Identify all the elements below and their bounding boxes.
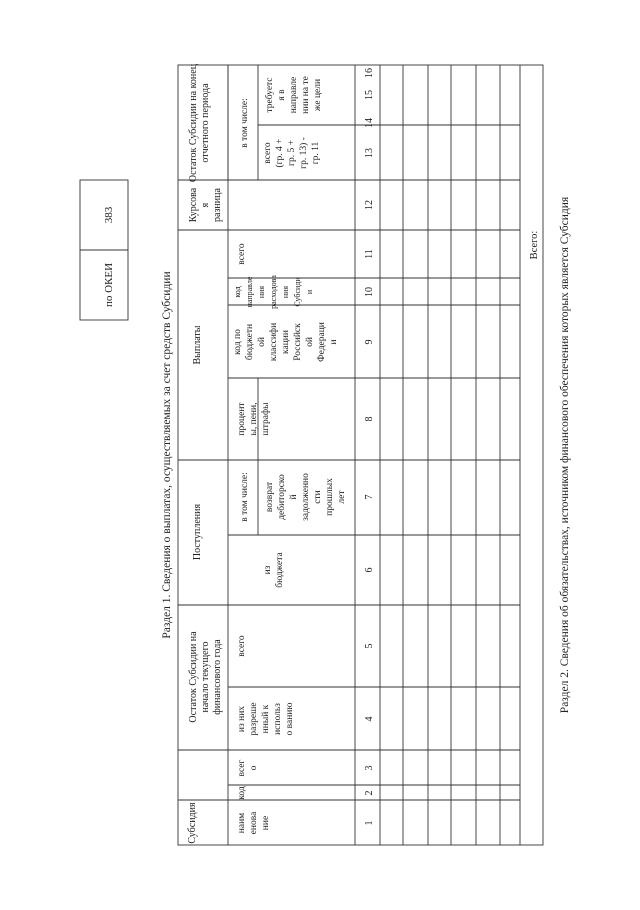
- column-number-10: 10: [364, 287, 375, 297]
- header-opening-allowed: [237, 702, 295, 735]
- total-label: Всего:: [529, 230, 540, 260]
- svg-text:штрафы: штрафы: [261, 402, 271, 436]
- svg-text:гр. 11: гр. 11: [311, 141, 321, 165]
- svg-text:Субсиди: Субсиди: [293, 277, 302, 307]
- header-opening-total: [237, 759, 259, 776]
- svg-text:наим: наим: [237, 812, 247, 834]
- header-receipts-budget: [263, 552, 285, 588]
- header-payments-returned: [263, 241, 273, 267]
- svg-text:нный к: нный к: [261, 704, 271, 734]
- header-receipts-interest: [237, 402, 271, 436]
- svg-text:классифи: классифи: [269, 322, 279, 362]
- column-number-4: 4: [364, 716, 375, 722]
- svg-text:ы, пени,: ы, пени,: [249, 402, 259, 436]
- header-payments: Выплаты: [192, 325, 203, 365]
- column-number-8: 8: [364, 416, 375, 422]
- section1-title: Раздел 1. Сведения о выплатах, осуществляемых за счет средств Субсидии: [161, 271, 173, 639]
- column-number-row: [364, 68, 375, 826]
- svg-text:код по: код по: [233, 329, 243, 355]
- column-number-15: 15: [364, 90, 375, 100]
- svg-text:я в: я в: [277, 89, 287, 101]
- svg-text:гр. 13) -: гр. 13) -: [299, 137, 309, 169]
- svg-text:разница: разница: [212, 188, 223, 222]
- column-number-16: 16: [364, 68, 375, 78]
- svg-text:задолженно: задолженно: [301, 473, 311, 521]
- header-closing-required: [264, 76, 323, 114]
- svg-text:нии на те: нии на те: [301, 76, 311, 114]
- header-payments-direction-code: [233, 275, 314, 309]
- svg-text:процент: процент: [237, 402, 247, 436]
- svg-text:направле: направле: [289, 76, 299, 114]
- svg-text:прошлых: прошлых: [325, 478, 335, 516]
- header-opening-total2: всего: [237, 635, 247, 657]
- okei-code: 383: [103, 206, 115, 224]
- header-closing: [188, 63, 211, 182]
- svg-text:направле: направле: [245, 276, 254, 308]
- header-receipts: Поступления: [192, 503, 203, 561]
- svg-text:же цели: же цели: [313, 78, 323, 112]
- svg-text:бюджетн: бюджетн: [245, 323, 255, 361]
- column-number-2: 2: [364, 790, 375, 796]
- header-exchange-diff: [188, 187, 223, 222]
- column-number-5: 5: [364, 643, 375, 649]
- svg-text:Федераци: Федераци: [317, 322, 327, 362]
- svg-text:гр. 5 +: гр. 5 +: [287, 140, 297, 166]
- payments-table: [178, 65, 543, 845]
- column-number-3: 3: [364, 765, 375, 771]
- svg-text:ния: ния: [257, 285, 266, 299]
- column-number-14: 14: [364, 118, 375, 128]
- svg-text:из них: из них: [237, 705, 247, 733]
- svg-text:расходова: расходова: [269, 275, 278, 309]
- svg-text:из: из: [263, 565, 273, 575]
- svg-text:Остаток Субсидии на: Остаток Субсидии на: [188, 631, 199, 723]
- svg-text:Российск: Российск: [293, 323, 303, 361]
- svg-text:я: я: [200, 202, 211, 208]
- svg-text:ой: ой: [257, 337, 267, 347]
- svg-text:всег: всег: [237, 759, 247, 777]
- header-payments-bk-code: [273, 406, 283, 432]
- header-code: код: [237, 786, 247, 800]
- column-number-1: 1: [364, 820, 375, 826]
- header-closing-total: [263, 137, 321, 169]
- column-number-6: 6: [364, 567, 375, 573]
- header-subsidy: Субсидия: [187, 802, 198, 844]
- okei-label: по ОКЕИ: [103, 262, 115, 308]
- svg-text:(гр. 4 +: (гр. 4 +: [275, 138, 285, 168]
- header-payments-bk-code-vis: [233, 322, 339, 362]
- header-name: [237, 811, 271, 834]
- header-receipts-including: в том числе:: [240, 472, 250, 522]
- svg-text:дебиторско: дебиторско: [277, 474, 287, 520]
- svg-text:возврат: возврат: [265, 481, 275, 513]
- svg-text:и: и: [305, 289, 314, 295]
- svg-text:сти: сти: [313, 490, 323, 504]
- svg-text:начало текущего: начало текущего: [200, 641, 211, 713]
- svg-text:бюджета: бюджета: [275, 552, 285, 588]
- svg-text:требуетс: требуетс: [265, 77, 275, 113]
- svg-text:кации: кации: [281, 330, 291, 354]
- header-receipts-debt-return: [265, 473, 347, 521]
- header-opening: [188, 631, 223, 723]
- svg-text:Остаток Субсидии на конец: Остаток Субсидии на конец: [188, 63, 199, 183]
- svg-text:Курсова: Курсова: [188, 187, 199, 223]
- column-number-7: 7: [364, 494, 375, 500]
- column-number-9: 9: [364, 339, 375, 345]
- column-number-11: 11: [364, 249, 375, 259]
- svg-text:разреше: разреше: [249, 702, 259, 736]
- section2-title: Раздел 2. Сведения об обязательствах, источником финансового обеспечения которых является Субсидия: [559, 196, 571, 714]
- header-closing-including: в том числе:: [240, 98, 250, 148]
- svg-text:о ванию: о ванию: [285, 702, 295, 736]
- svg-text:всего: всего: [263, 142, 273, 164]
- column-number-12: 12: [364, 200, 375, 210]
- svg-text:лет: лет: [337, 490, 347, 504]
- column-number-13: 13: [364, 148, 375, 158]
- svg-text:код: код: [233, 286, 242, 298]
- svg-text:й: й: [289, 494, 299, 500]
- svg-text:финансового года: финансового года: [212, 639, 223, 715]
- header-payments-total: всего: [237, 243, 247, 265]
- svg-text:отчетного периода: отчетного периода: [200, 83, 211, 163]
- okei-box: [80, 180, 128, 320]
- svg-text:енова: енова: [249, 811, 259, 835]
- svg-text:и: и: [329, 339, 339, 345]
- svg-text:о: о: [249, 765, 259, 771]
- svg-text:использ: использ: [273, 703, 283, 735]
- svg-text:ой: ой: [305, 337, 315, 347]
- svg-text:ния: ния: [281, 285, 290, 299]
- svg-text:ние: ние: [261, 815, 271, 831]
